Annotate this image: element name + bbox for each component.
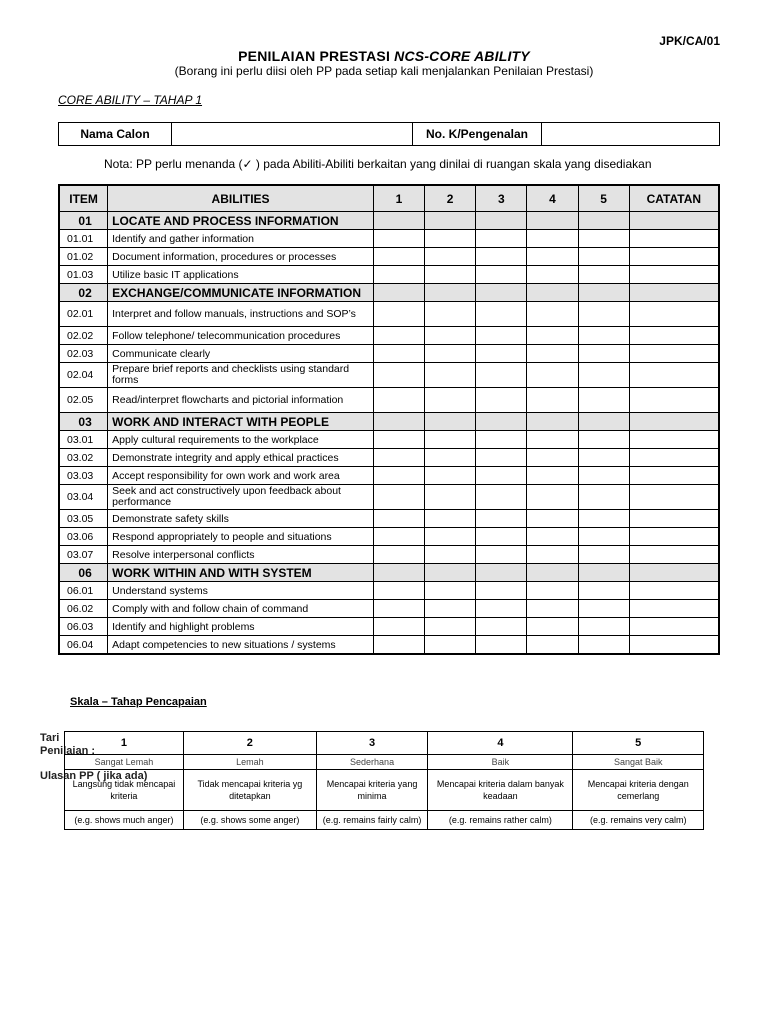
rating-cell-3[interactable] [476,327,527,345]
section-empty-cell [476,212,527,230]
ability-code: 01.03 [59,266,108,284]
ability-text: Demonstrate safety skills [108,510,374,528]
header-item: ITEM [59,185,108,212]
ability-code: 03.07 [59,546,108,564]
rating-cell-1[interactable] [373,266,424,284]
rating-cell-4[interactable] [527,618,578,636]
rating-cell-5[interactable] [578,327,629,345]
title-main: PENILAIAN PRESTASI [238,48,391,64]
rating-cell-1[interactable] [373,510,424,528]
rating-cell-5[interactable] [578,266,629,284]
section-empty-cell [578,284,629,302]
scale-word: Sederhana [316,755,427,770]
section-empty-cell [629,212,719,230]
scale-word: Baik [428,755,573,770]
rating-cell-3[interactable] [476,230,527,248]
candidate-id-field[interactable] [542,123,720,146]
ability-code: 06.03 [59,618,108,636]
date-label-fragment: Tari [40,732,60,744]
section-empty-cell [425,212,476,230]
rating-cell-4[interactable] [527,636,578,655]
rating-cell-4[interactable] [527,345,578,363]
candidate-name-label: Nama Calon [59,123,172,146]
ability-text: Apply cultural requirements to the workplace [108,431,374,449]
rating-cell-4[interactable] [527,327,578,345]
rating-cell-5[interactable] [578,248,629,266]
ability-text: Document information, procedures or processes [108,248,374,266]
rating-cell-2[interactable] [425,248,476,266]
ability-text: Prepare brief reports and checklists using standard forms [108,363,374,388]
rating-cell-2[interactable] [425,582,476,600]
ability-code: 02.02 [59,327,108,345]
ability-code: 02.01 [59,302,108,327]
rating-cell-1[interactable] [373,431,424,449]
rating-cell-1[interactable] [373,327,424,345]
ability-code: 03.04 [59,485,108,510]
header-scale-3: 3 [476,185,527,212]
rating-cell-2[interactable] [425,363,476,388]
rating-cell-1[interactable] [373,467,424,485]
section-row [59,413,719,431]
ability-code: 01.02 [59,248,108,266]
rating-cell-5[interactable] [578,618,629,636]
rating-cell-3[interactable] [476,600,527,618]
rating-cell-5[interactable] [578,510,629,528]
assessment-label-fragment: Penilaian : [40,745,96,757]
ability-code: 06.01 [59,582,108,600]
rating-cell-4[interactable] [527,528,578,546]
rating-cell-3[interactable] [476,485,527,510]
section-empty-cell [425,284,476,302]
rating-cell-2[interactable] [425,485,476,510]
rating-cell-2[interactable] [425,636,476,655]
section-empty-cell [373,413,424,431]
rating-cell-3[interactable] [476,510,527,528]
section-row [59,564,719,582]
ability-code: 03.01 [59,431,108,449]
ability-code: 03.03 [59,467,108,485]
scale-description: Langsung tidak mencapai kriteria [65,770,184,811]
rating-cell-2[interactable] [425,266,476,284]
rating-cell-3[interactable] [476,345,527,363]
rating-cell-2[interactable] [425,388,476,413]
rating-cell-2[interactable] [425,230,476,248]
rating-cell-4[interactable] [527,582,578,600]
rating-cell-4[interactable] [527,431,578,449]
ability-text: Accept responsibility for own work and work area [108,467,374,485]
section-empty-cell [578,212,629,230]
rating-cell-2[interactable] [425,449,476,467]
scale-example: (e.g. remains rather calm) [428,811,573,830]
scale-word: Sangat Baik [573,755,704,770]
rating-cell-4[interactable] [527,266,578,284]
rating-cell-3[interactable] [476,528,527,546]
notes-cell[interactable] [629,600,719,618]
ability-code: 03.05 [59,510,108,528]
section-row [59,212,719,230]
rating-cell-2[interactable] [425,345,476,363]
ability-row [59,230,719,248]
header-scale-1: 1 [373,185,424,212]
notes-cell[interactable] [629,345,719,363]
ability-row [59,449,719,467]
notes-cell[interactable] [629,388,719,413]
candidate-id-label: No. K/Pengenalan [413,123,542,146]
ability-code: 02.04 [59,363,108,388]
ability-row [59,582,719,600]
rating-cell-4[interactable] [527,363,578,388]
scale-example: (e.g. shows much anger) [65,811,184,830]
title-italic: NCS-CORE ABILITY [394,48,530,64]
rating-cell-1[interactable] [373,363,424,388]
section-title: WORK WITHIN AND WITH SYSTEM [108,564,374,582]
ability-row [59,546,719,564]
rating-cell-5[interactable] [578,485,629,510]
ability-code: 03.06 [59,528,108,546]
scale-description: Mencapai kriteria dengan cemerlang [573,770,704,811]
section-empty-cell [425,413,476,431]
header-scale-5: 5 [578,185,629,212]
rating-cell-1[interactable] [373,230,424,248]
rating-cell-1[interactable] [373,528,424,546]
notes-cell[interactable] [629,546,719,564]
section-empty-cell [527,564,578,582]
ability-row [59,431,719,449]
scale-word: Lemah [183,755,316,770]
section-empty-cell [476,413,527,431]
rating-cell-1[interactable] [373,388,424,413]
notes-cell[interactable] [629,510,719,528]
ability-row [59,510,719,528]
scale-example: (e.g. remains very calm) [573,811,704,830]
ability-code: 03.02 [59,449,108,467]
ability-text: Interpret and follow manuals, instructions and SOP’s [108,302,374,327]
ability-row [59,327,719,345]
ability-text: Communicate clearly [108,345,374,363]
rating-cell-3[interactable] [476,388,527,413]
rating-cell-4[interactable] [527,388,578,413]
ability-text: Seek and act constructively upon feedback about performance [108,485,374,510]
ability-row [59,467,719,485]
rating-cell-1[interactable] [373,582,424,600]
section-empty-cell [476,284,527,302]
section-empty-cell [373,564,424,582]
section-empty-cell [629,413,719,431]
rating-cell-3[interactable] [476,582,527,600]
ability-row [59,302,719,327]
ability-text: Comply with and follow chain of command [108,600,374,618]
rating-cell-3[interactable] [476,449,527,467]
rating-cell-1[interactable] [373,636,424,655]
scale-title: Skala – Tahap Pencapaian [70,696,207,708]
rating-cell-3[interactable] [476,302,527,327]
rating-cell-5[interactable] [578,528,629,546]
rating-cell-3[interactable] [476,546,527,564]
rating-cell-1[interactable] [373,546,424,564]
ability-code: 02.03 [59,345,108,363]
rating-cell-5[interactable] [578,467,629,485]
scale-word: Sangat Lemah [65,755,184,770]
rating-cell-2[interactable] [425,302,476,327]
scale-description: Mencapai kriteria yang minima [316,770,427,811]
section-title: WORK AND INTERACT WITH PEOPLE [108,413,374,431]
ability-row [59,363,719,388]
notes-cell[interactable] [629,467,719,485]
notes-cell[interactable] [629,636,719,655]
rating-cell-5[interactable] [578,230,629,248]
level-heading: CORE ABILITY – TAHAP 1 [58,93,203,107]
ability-code: 01.01 [59,230,108,248]
rating-cell-5[interactable] [578,302,629,327]
rating-cell-2[interactable] [425,546,476,564]
scale-number-row [65,732,704,755]
ability-text: Utilize basic IT applications [108,266,374,284]
section-code: 03 [59,413,108,431]
section-empty-cell [476,564,527,582]
rating-cell-5[interactable] [578,449,629,467]
section-empty-cell [527,212,578,230]
ability-code: 06.02 [59,600,108,618]
rating-cell-3[interactable] [476,431,527,449]
abilities-table [58,184,720,655]
rating-cell-1[interactable] [373,302,424,327]
section-row [59,284,719,302]
rating-cell-4[interactable] [527,600,578,618]
scale-number: 4 [428,732,573,755]
rating-cell-2[interactable] [425,528,476,546]
scale-number: 1 [65,732,184,755]
rating-cell-3[interactable] [476,248,527,266]
scale-description: Tidak mencapai kriteria yg ditetapkan [183,770,316,811]
rating-cell-4[interactable] [527,485,578,510]
ability-text: Read/interpret flowcharts and pictorial information [108,388,374,413]
section-empty-cell [629,284,719,302]
rating-cell-1[interactable] [373,449,424,467]
rating-cell-3[interactable] [476,266,527,284]
rating-cell-5[interactable] [578,636,629,655]
rating-cell-2[interactable] [425,510,476,528]
scale-table [64,731,704,830]
ability-text: Resolve interpersonal conflicts [108,546,374,564]
rating-cell-2[interactable] [425,467,476,485]
rating-cell-5[interactable] [578,345,629,363]
rating-cell-5[interactable] [578,600,629,618]
ability-text: Adapt competencies to new situations / systems [108,636,374,655]
section-empty-cell [578,564,629,582]
page-subtitle: (Borang ini perlu diisi oleh PP pada setiap kali menjalankan Penilaian Prestasi) [174,64,594,78]
candidate-name-field[interactable] [172,123,413,146]
notes-cell[interactable] [629,230,719,248]
rating-cell-1[interactable] [373,485,424,510]
notes-cell[interactable] [629,302,719,327]
header-abilities: ABILITIES [108,185,374,212]
rating-cell-2[interactable] [425,431,476,449]
rating-cell-5[interactable] [578,431,629,449]
ability-text: Demonstrate integrity and apply ethical practices [108,449,374,467]
rating-cell-4[interactable] [527,449,578,467]
section-empty-cell [425,564,476,582]
scale-description-row [65,770,704,811]
ability-code: 06.04 [59,636,108,655]
rating-cell-5[interactable] [578,582,629,600]
ability-text: Identify and gather information [108,230,374,248]
rating-cell-4[interactable] [527,230,578,248]
rating-cell-4[interactable] [527,467,578,485]
ability-code: 02.05 [59,388,108,413]
rating-cell-1[interactable] [373,345,424,363]
rating-cell-4[interactable] [527,510,578,528]
form-reference-code: JPK/CA/01 [659,34,720,48]
instruction-note: Nota: PP perlu menanda (✓ ) pada Abiliti-Abiliti berkaitan yang dinilai di ruangan skala yang disediakan [104,157,652,171]
section-title: LOCATE AND PROCESS INFORMATION [108,212,374,230]
notes-cell[interactable] [629,327,719,345]
notes-cell[interactable] [629,618,719,636]
rating-cell-2[interactable] [425,600,476,618]
section-code: 06 [59,564,108,582]
ability-row [59,345,719,363]
scale-description: Mencapai kriteria dalam banyak keadaan [428,770,573,811]
section-code: 02 [59,284,108,302]
ability-row [59,266,719,284]
ability-row [59,388,719,413]
section-empty-cell [373,212,424,230]
rating-cell-4[interactable] [527,546,578,564]
rating-cell-4[interactable] [527,302,578,327]
ability-row [59,636,719,655]
notes-cell[interactable] [629,449,719,467]
ability-row [59,248,719,266]
candidate-info-table [58,122,720,146]
header-scale-2: 2 [425,185,476,212]
section-empty-cell [578,413,629,431]
rating-cell-5[interactable] [578,363,629,388]
ability-text: Understand systems [108,582,374,600]
rating-cell-3[interactable] [476,467,527,485]
ability-row [59,528,719,546]
rating-cell-3[interactable] [476,636,527,655]
notes-cell[interactable] [629,266,719,284]
section-code: 01 [59,212,108,230]
rating-cell-1[interactable] [373,600,424,618]
rating-cell-3[interactable] [476,618,527,636]
page-title [0,48,768,64]
table-header-row [59,185,719,212]
section-empty-cell [527,413,578,431]
ability-text: Respond appropriately to people and situations [108,528,374,546]
rating-cell-5[interactable] [578,388,629,413]
ability-row [59,618,719,636]
rating-cell-2[interactable] [425,618,476,636]
ability-text: Identify and highlight problems [108,618,374,636]
section-empty-cell [373,284,424,302]
notes-cell[interactable] [629,528,719,546]
scale-number: 5 [573,732,704,755]
scale-word-row [65,755,704,770]
notes-cell[interactable] [629,248,719,266]
rating-cell-1[interactable] [373,248,424,266]
notes-cell[interactable] [629,431,719,449]
assessor-remarks-label: Ulasan PP ( jika ada) [40,770,148,782]
scale-number: 3 [316,732,427,755]
section-title: EXCHANGE/COMMUNICATE INFORMATION [108,284,374,302]
notes-cell[interactable] [629,582,719,600]
ability-row [59,485,719,510]
scale-number: 2 [183,732,316,755]
section-empty-cell [629,564,719,582]
header-notes: CATATAN [629,185,719,212]
scale-example-row [65,811,704,830]
rating-cell-1[interactable] [373,618,424,636]
rating-cell-4[interactable] [527,248,578,266]
rating-cell-2[interactable] [425,327,476,345]
notes-cell[interactable] [629,485,719,510]
scale-example: (e.g. remains fairly calm) [316,811,427,830]
scale-example: (e.g. shows some anger) [183,811,316,830]
ability-text: Follow telephone/ telecommunication procedures [108,327,374,345]
ability-row [59,600,719,618]
section-empty-cell [527,284,578,302]
rating-cell-5[interactable] [578,546,629,564]
rating-cell-3[interactable] [476,363,527,388]
header-scale-4: 4 [527,185,578,212]
notes-cell[interactable] [629,363,719,388]
